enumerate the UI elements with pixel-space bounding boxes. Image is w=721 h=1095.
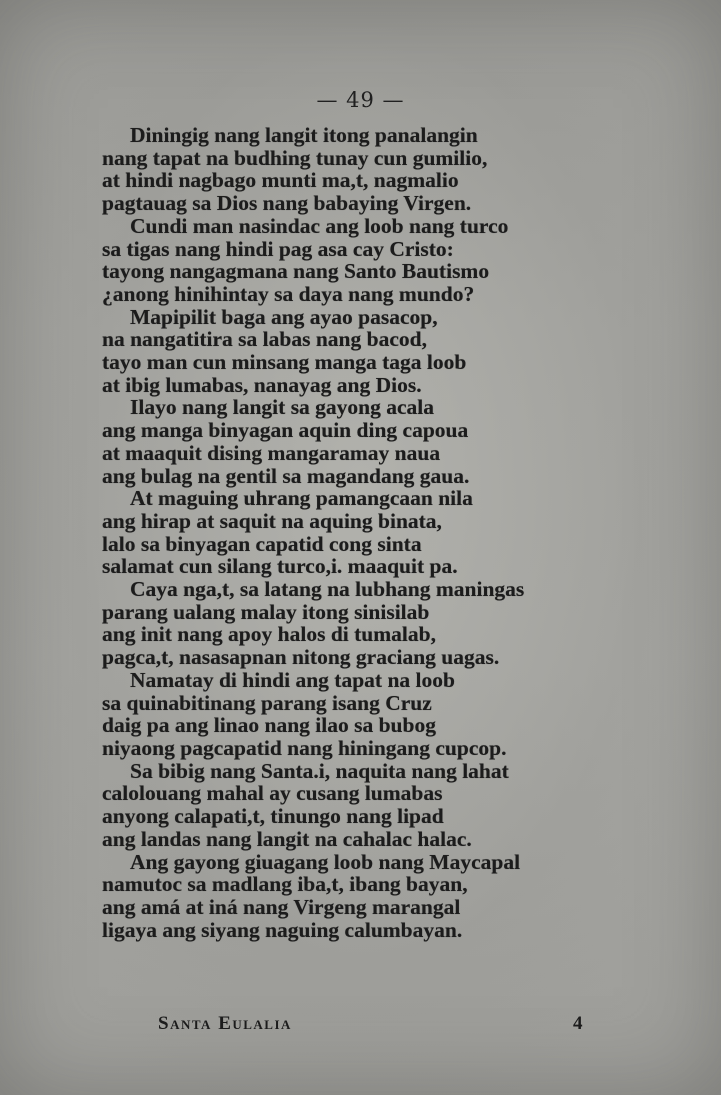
text-line: ang bulag na gentil sa magandang gaua. (102, 463, 470, 488)
poem-text (102, 124, 622, 941)
signature-number: 4 (573, 1013, 584, 1034)
text-line: calolouang mahal ay cusang lumabas (102, 781, 443, 806)
text-line: daig pa ang linao nang ilao sa bubog (102, 713, 436, 738)
text-line: salamat cun silang turco,i. maaquit pa. (102, 554, 458, 579)
text-line: nang tapat na budhing tunay cun gumilio, (102, 145, 488, 170)
text-line: ang amá at iná nang Virgeng marangal (102, 894, 461, 919)
text-line: Cundi man nasindac ang loob nang turco (130, 213, 509, 238)
text-line: ang landas nang langit na cahalac halac. (102, 826, 472, 851)
text-line: niyaong pagcapatid nang hiningang cupcop. (102, 735, 507, 760)
text-line: ang hirap at saquit na aquing binata, (102, 508, 442, 533)
page-number: — 49 — (316, 88, 405, 112)
text-line: Caya nga,t, sa latang na lubhang maningas (130, 577, 525, 602)
text-line: namutoc sa madlang iba,t, ibang bayan, (102, 872, 468, 897)
text-line: ligaya ang siyang naguing calumbayan. (102, 917, 463, 942)
text-line: ¿anong hinihintay sa daya nang mundo? (102, 281, 475, 306)
text-line: tayong nangagmana nang Santo Bautismo (102, 259, 490, 284)
text-line: sa tigas nang hindi pag asa cay Cristo: (102, 236, 454, 261)
text-line: na nangatitira sa labas nang bacod, (102, 327, 427, 352)
text-line: at hindi nagbago munti ma,t, nagmalio (102, 168, 459, 193)
text-line: At maguing uhrang pamangcaan nila (130, 486, 473, 511)
text-line: Sa bibig nang Santa.i, naquita nang lahat (130, 758, 509, 783)
text-line: Mapipilit baga ang ayao pasacop, (130, 304, 438, 329)
text-line: pagtauag sa Dios nang babaying Virgen. (102, 191, 472, 216)
text-line: Diningig nang langit itong panalangin (130, 123, 478, 147)
text-line: at ibig lumabas, nanayag ang Dios. (102, 372, 422, 397)
text-line: pagca,t, nasasapnan nitong graciang uagas. (102, 645, 500, 670)
text-line: sa quinabitinang parang isang Cruz (102, 690, 432, 715)
text-line: tayo man cun minsang manga taga loob (102, 350, 467, 375)
text-line: Ang gayong giuagang loob nang Maycapal (130, 849, 521, 874)
text-line: lalo sa binyagan capatid cong sinta (102, 531, 422, 556)
text-line: Ilayo nang langit sa gayong acala (130, 395, 435, 420)
signature-mark: Santa Eulalia (158, 1013, 292, 1034)
text-line: ang manga binyagan aquin ding capoua (102, 418, 469, 443)
text-line: parang ualang malay itong sinisilab (102, 599, 430, 624)
text-line: anyong calapati,t, tinungo nang lipad (102, 804, 444, 829)
text-line: Namatay di hindi ang tapat na loob (130, 667, 455, 692)
text-line: at maaquit dising mangaramay naua (102, 440, 441, 465)
text-line: ang init nang apoy halos di tumalab, (102, 622, 436, 647)
